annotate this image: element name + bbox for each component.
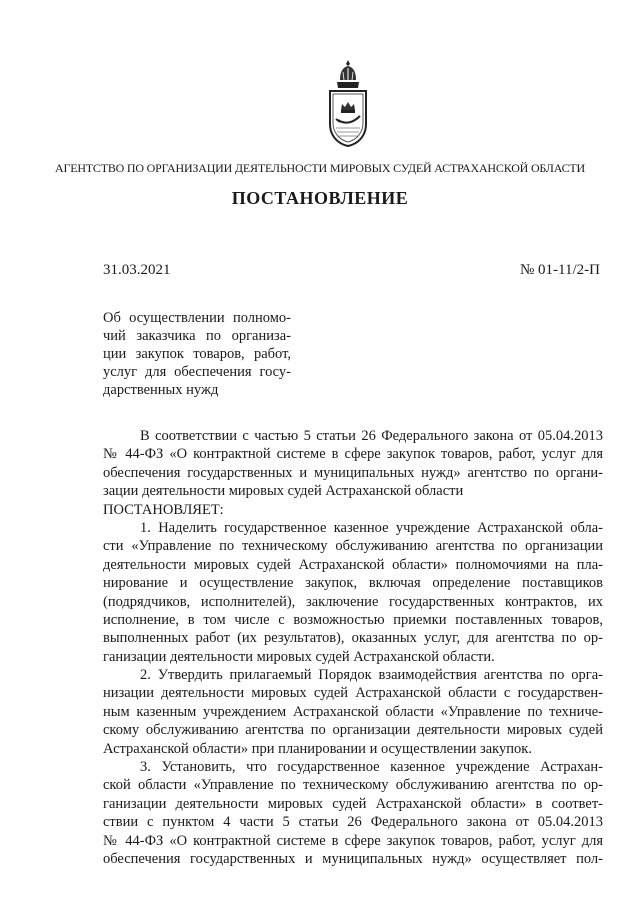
body-line: 2. Утвердить прилагаемый Порядок взаимодействия агентства по орга- [140, 667, 603, 684]
body-line: выполненных работ (их результатов), оказанных услуг, для агентства по ор- [103, 630, 603, 647]
body-line: исполнение, в том числе с возможностью приемки поставленных товаров, [103, 611, 603, 628]
subject-line: чий заказчика по организа- [103, 328, 291, 344]
body-line: 3. Установить, что государственное казенное учреждение Астрахан- [140, 759, 603, 776]
subject-line: услуг для обеспечения госу- [103, 364, 291, 380]
document-date: 31.03.2021 [103, 262, 171, 278]
body-line: деятельности мировых судей Астраханской области» полномочиями на пла- [103, 556, 603, 573]
body-line: обеспечения государственных и муниципальных нужд» осуществляет пол- [103, 850, 603, 867]
document-subject [103, 309, 291, 399]
body-line: ным казенным учреждением Астраханской области «Управление по техниче- [103, 703, 603, 720]
body-line: ской области «Управление по техническому обслуживанию агентства по ор- [103, 777, 603, 794]
body-line: нирование и осуществление закупок, включая определение поставщиков [103, 575, 603, 592]
body-line: зации деятельности мировых судей Астраханской области [103, 483, 464, 500]
body-line: ганизации деятельности мировых судей Астраханской области» в соответ- [103, 795, 603, 812]
coat-of-arms-emblem [324, 58, 372, 148]
document-number: № 01-11/2-П [520, 262, 600, 278]
body-line: ствии с пунктом 4 части 5 статьи 26 Федерального закона от 05.04.2013 [103, 814, 603, 831]
document-title: ПОСТАНОВЛЕНИЕ [231, 188, 409, 208]
body-line: № 44-ФЗ «О контрактной системе в сфере закупок товаров, работ, услуг для [103, 832, 603, 849]
body-line: низации деятельности мировых судей Астраханской области с государствен- [103, 685, 603, 702]
body-line: ганизации деятельности мировых судей Астраханской области. [103, 648, 495, 665]
body-line: обеспечения государственных и муниципальных нужд» агентство по органи- [103, 464, 603, 481]
body-line: (подрядчиков, исполнителей), заключение государственных контрактов, их [103, 593, 603, 610]
body-line: № 44-ФЗ «О контрактной системе в сфере закупок товаров, работ, услуг для [103, 446, 603, 463]
document-body [103, 427, 603, 868]
body-line: В соответствии с частью 5 статьи 26 Федерального закона от 05.04.2013 [140, 428, 603, 444]
body-line: 1. Наделить государственное казенное учреждение Астраханской обла- [140, 519, 603, 536]
subject-line: дарственных нужд [103, 382, 219, 398]
body-line: Астраханской области» при планировании и осуществлении закупок. [103, 740, 532, 757]
body-line: скому обслуживанию агентства по организации деятельности мировых судей [103, 722, 603, 739]
subject-line: ции закупок товаров, работ, [103, 346, 291, 362]
body-line: сти «Управление по техническому обслуживанию агентства по организации [103, 538, 603, 555]
body-line: ПОСТАНОВЛЯЕТ: [103, 501, 224, 518]
subject-line: Об осуществлении полномо- [103, 310, 291, 326]
agency-name: АГЕНТСТВО ПО ОРГАНИЗАЦИИ ДЕЯТЕЛЬНОСТИ МИРОВЫХ СУДЕЙ АСТРАХАНСКОЙ ОБЛАСТИ [54, 161, 586, 175]
